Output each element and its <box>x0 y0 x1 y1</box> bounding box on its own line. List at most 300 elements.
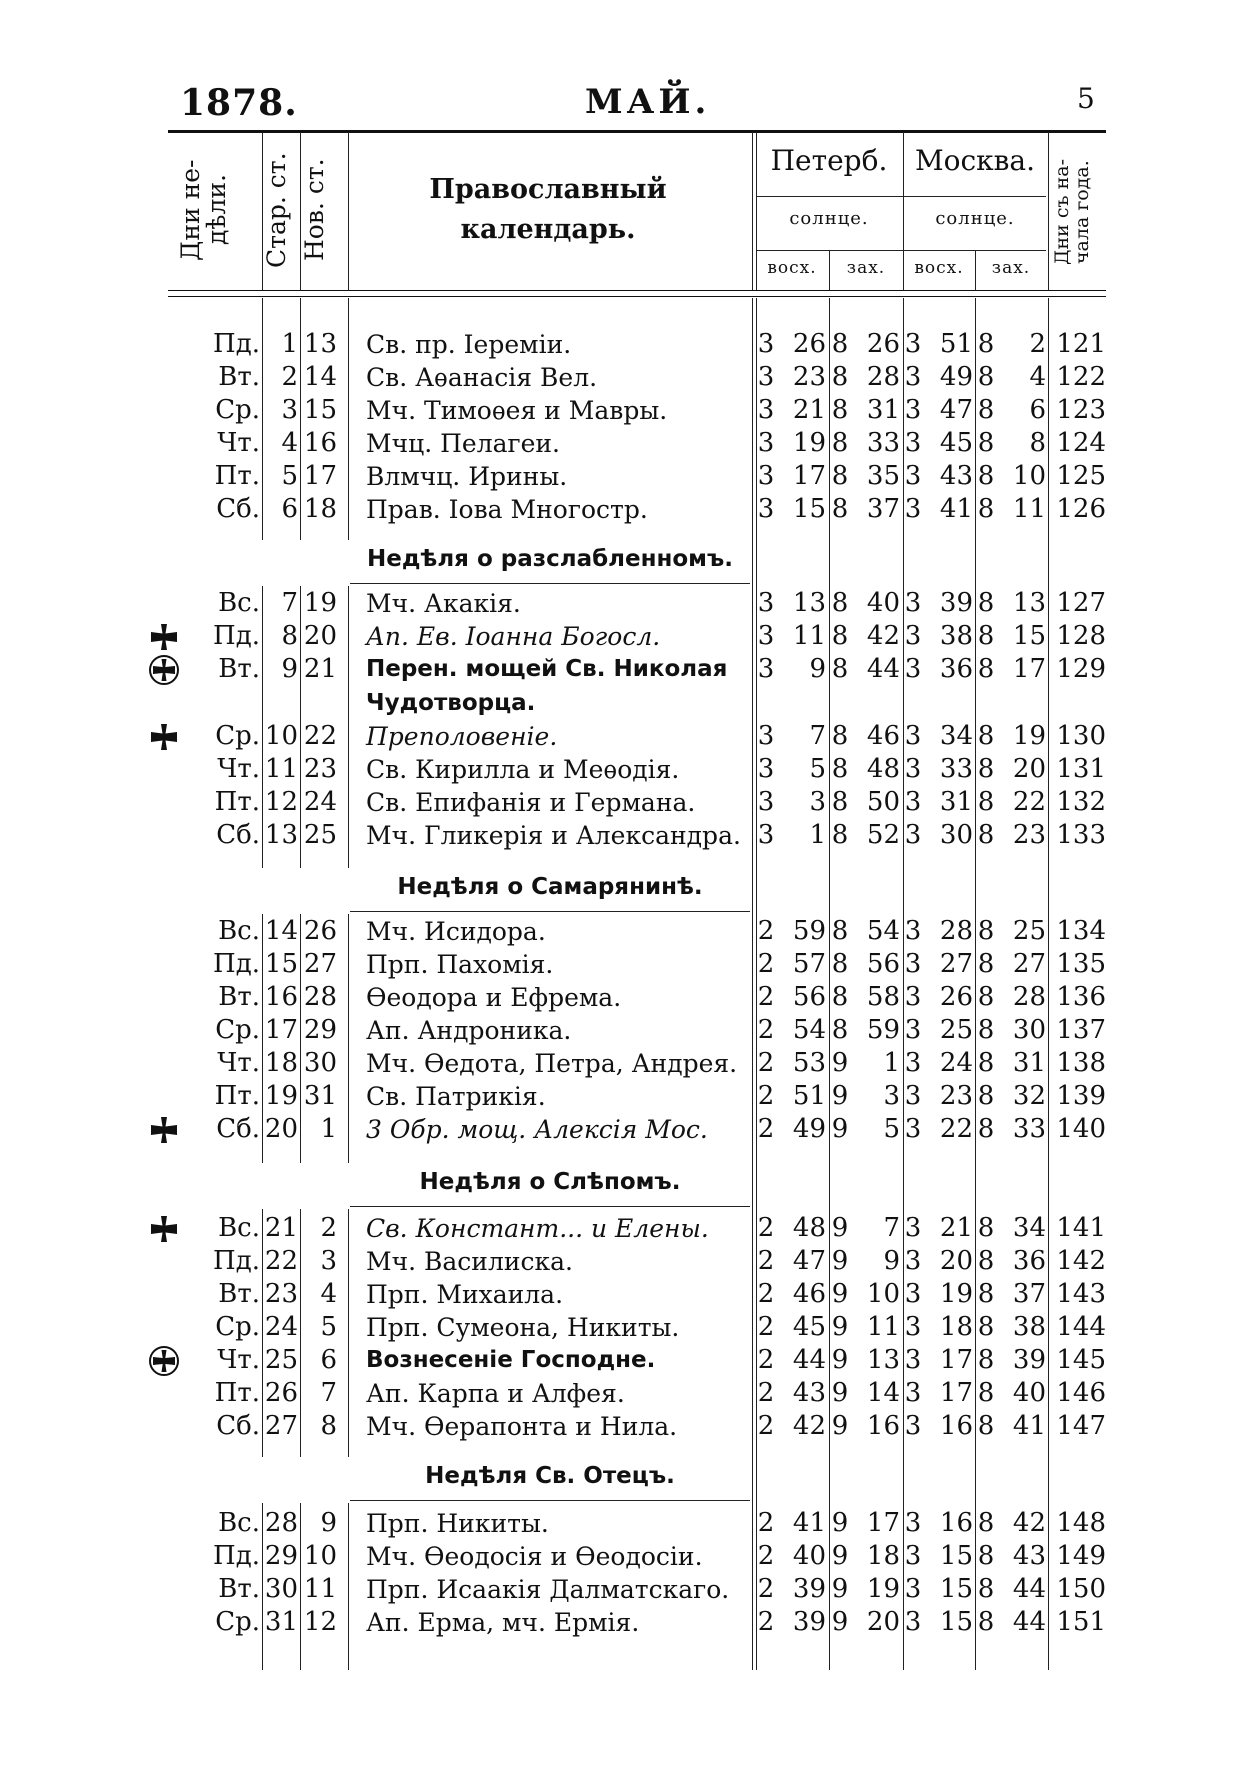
header-rule <box>168 296 1106 297</box>
weekday-cell: Вс. <box>218 1213 260 1243</box>
moscow-sunrise-hour: 3 <box>904 494 922 524</box>
moscow-sunrise-minute: 27 <box>939 949 973 979</box>
table-row <box>0 460 1259 493</box>
petersburg-sunrise-minute: 45 <box>792 1312 826 1342</box>
table-row <box>0 427 1259 460</box>
moscow-sunset-minute: 19 <box>1012 721 1046 751</box>
moscow-sunrise-hour: 3 <box>904 1213 922 1243</box>
petersburg-sunrise-hour: 3 <box>757 329 775 359</box>
petersburg-sunset-minute: 20 <box>866 1607 900 1637</box>
petersburg-sunset-minute: 9 <box>883 1246 900 1276</box>
column-line <box>348 132 349 290</box>
petersburg-sunrise-minute: 51 <box>792 1081 826 1111</box>
moscow-sunset-minute: 36 <box>1012 1246 1046 1276</box>
saint-name: Ѳеодора и Ефрема. <box>366 983 622 1012</box>
moscow-sunset-minute: 38 <box>1012 1312 1046 1342</box>
weekday-cell: Сб. <box>216 820 260 850</box>
petersburg-sunrise-minute: 47 <box>792 1246 826 1276</box>
col-new-style: Нов. ст. <box>300 158 329 262</box>
moscow-sunrise-minute: 33 <box>939 754 973 784</box>
petersburg-sunset-hour: 8 <box>831 820 849 850</box>
petersburg-sunrise-hour: 3 <box>757 494 775 524</box>
weekday-cell: Вт. <box>218 1279 260 1309</box>
old-style-date: 5 <box>281 461 298 491</box>
moscow-sunrise-hour: 3 <box>904 1607 922 1637</box>
column-line <box>903 132 904 290</box>
moscow-sunrise-minute: 23 <box>939 1081 973 1111</box>
weekday-cell: Вс. <box>218 916 260 946</box>
petersburg-sunrise-minute: 41 <box>792 1508 826 1538</box>
petersburg-sunset-hour: 9 <box>831 1081 849 1111</box>
petersburg-sunrise-minute: 46 <box>792 1279 826 1309</box>
petersburg-sunset-hour: 9 <box>831 1508 849 1538</box>
petersburg-sunset-hour: 8 <box>831 461 849 491</box>
col-petersburg: Петерб. <box>770 144 888 177</box>
header-rule <box>168 290 1106 291</box>
moscow-sunset-minute: 39 <box>1012 1345 1046 1375</box>
weekday-cell: Пд. <box>213 949 260 979</box>
weekday-cell: Пт. <box>214 1378 260 1408</box>
moscow-sunrise-minute: 28 <box>939 916 973 946</box>
petersburg-sunrise-hour: 2 <box>757 1279 775 1309</box>
moscow-sunset-minute: 11 <box>1012 494 1046 524</box>
new-style-date: 13 <box>303 329 337 359</box>
petersburg-sunrise-minute: 39 <box>792 1607 826 1637</box>
moscow-sunset-minute: 4 <box>1029 362 1046 392</box>
saint-name: Прп. Никиты. <box>366 1509 549 1538</box>
moscow-sunrise-minute: 41 <box>939 494 973 524</box>
moscow-sunrise-minute: 17 <box>939 1378 973 1408</box>
old-style-date: 16 <box>264 982 298 1012</box>
weekday-cell: Пт. <box>214 1081 260 1111</box>
moscow-sunset-minute: 34 <box>1012 1213 1046 1243</box>
cross-icon <box>148 721 180 753</box>
petersburg-sunset-hour: 8 <box>831 329 849 359</box>
day-of-year: 134 <box>1056 916 1106 946</box>
moscow-sunset-minute: 33 <box>1012 1114 1046 1144</box>
old-style-date: 7 <box>281 588 298 618</box>
new-style-date: 8 <box>320 1411 337 1441</box>
petersburg-sunset-minute: 26 <box>866 329 900 359</box>
weekday-cell: Ср. <box>215 1312 260 1342</box>
saint-name: Св. пр. Іереміи. <box>366 330 572 359</box>
weekday-cell: Чт. <box>217 1048 260 1078</box>
petersburg-sunrise-hour: 3 <box>757 721 775 751</box>
moscow-sunset-hour: 8 <box>977 1508 995 1538</box>
new-style-date: 24 <box>303 787 337 817</box>
petersburg-sunset-minute: 52 <box>866 820 900 850</box>
petersburg-sunrise-hour: 3 <box>757 362 775 392</box>
moscow-sunrise-minute: 15 <box>939 1607 973 1637</box>
moscow-sunrise-minute: 34 <box>939 721 973 751</box>
cross-icon <box>148 621 180 653</box>
saint-name: Преполовеніе. <box>366 722 558 751</box>
day-of-year: 132 <box>1056 787 1106 817</box>
saint-name: Вознесеніе Господне. <box>366 1347 656 1373</box>
moscow-sunset-minute: 43 <box>1012 1541 1046 1571</box>
new-style-date: 6 <box>320 1345 337 1375</box>
petersburg-sunrise-minute: 15 <box>792 494 826 524</box>
petersburg-sunrise-minute: 42 <box>792 1411 826 1441</box>
table-row <box>0 1507 1259 1540</box>
moscow-sunrise-minute: 21 <box>939 1213 973 1243</box>
new-style-date: 23 <box>303 754 337 784</box>
moscow-sunset-minute: 42 <box>1012 1508 1046 1538</box>
old-style-date: 9 <box>281 654 298 684</box>
day-of-year: 142 <box>1056 1246 1106 1276</box>
petersburg-sunrise-minute: 5 <box>809 754 826 784</box>
saint-name: Мчц. Пелагеи. <box>366 429 560 458</box>
day-of-year: 136 <box>1056 982 1106 1012</box>
col-moscow-sunset: зах. <box>991 258 1031 278</box>
moscow-sunset-hour: 8 <box>977 654 995 684</box>
moscow-sunset-hour: 8 <box>977 721 995 751</box>
column-line <box>1048 132 1049 290</box>
moscow-sunrise-hour: 3 <box>904 395 922 425</box>
moscow-sunrise-minute: 39 <box>939 588 973 618</box>
petersburg-sunset-minute: 59 <box>866 1015 900 1045</box>
saint-name: Мч. Василиска. <box>366 1247 573 1276</box>
circled-cross-icon <box>148 1345 180 1377</box>
petersburg-sunrise-minute: 1 <box>809 820 826 850</box>
moscow-sunrise-hour: 3 <box>904 428 922 458</box>
table-row <box>0 720 1259 753</box>
old-style-date: 24 <box>264 1312 298 1342</box>
petersburg-sunset-hour: 9 <box>831 1411 849 1441</box>
moscow-sunrise-hour: 3 <box>904 1345 922 1375</box>
saint-name: Ап. Андроника. <box>366 1016 572 1045</box>
moscow-sunrise-minute: 18 <box>939 1312 973 1342</box>
new-style-date: 14 <box>303 362 337 392</box>
moscow-sunrise-hour: 3 <box>904 1081 922 1111</box>
table-row <box>0 981 1259 1014</box>
saint-name: Ап. Карпа и Алфея. <box>366 1379 625 1408</box>
old-style-date: 8 <box>281 621 298 651</box>
moscow-sunrise-hour: 3 <box>904 949 922 979</box>
moscow-sunset-minute: 28 <box>1012 982 1046 1012</box>
table-row <box>0 587 1259 620</box>
moscow-sunset-minute: 44 <box>1012 1607 1046 1637</box>
petersburg-sunrise-hour: 2 <box>757 1081 775 1111</box>
moscow-sunset-hour: 8 <box>977 949 995 979</box>
weekday-cell: Ср. <box>215 1015 260 1045</box>
day-of-year: 145 <box>1056 1345 1106 1375</box>
petersburg-sunset-minute: 40 <box>866 588 900 618</box>
table-row <box>0 620 1259 653</box>
moscow-sunset-minute: 8 <box>1029 428 1046 458</box>
table-row <box>0 328 1259 361</box>
petersburg-sunrise-hour: 2 <box>757 1213 775 1243</box>
moscow-sunrise-minute: 20 <box>939 1246 973 1276</box>
petersburg-sunset-minute: 48 <box>866 754 900 784</box>
weekday-cell: Пд. <box>213 1541 260 1571</box>
moscow-sunrise-minute: 43 <box>939 461 973 491</box>
petersburg-sunrise-minute: 11 <box>792 621 826 651</box>
petersburg-sunrise-hour: 2 <box>757 1312 775 1342</box>
day-of-year: 150 <box>1056 1574 1106 1604</box>
moscow-sunset-minute: 15 <box>1012 621 1046 651</box>
column-line <box>300 132 301 290</box>
week-underline <box>350 911 750 912</box>
weekday-cell: Вт. <box>218 654 260 684</box>
old-style-date: 19 <box>264 1081 298 1111</box>
moscow-sunrise-minute: 16 <box>939 1411 973 1441</box>
old-style-date: 6 <box>281 494 298 524</box>
moscow-sunset-minute: 25 <box>1012 916 1046 946</box>
old-style-date: 23 <box>264 1279 298 1309</box>
petersburg-sunrise-hour: 2 <box>757 1378 775 1408</box>
day-of-year: 124 <box>1056 428 1106 458</box>
table-row <box>0 1047 1259 1080</box>
moscow-sunrise-minute: 47 <box>939 395 973 425</box>
petersburg-sunset-minute: 31 <box>866 395 900 425</box>
old-style-date: 26 <box>264 1378 298 1408</box>
moscow-sunset-hour: 8 <box>977 820 995 850</box>
moscow-sunrise-minute: 49 <box>939 362 973 392</box>
week-gap <box>262 1163 358 1209</box>
moscow-sunrise-hour: 3 <box>904 787 922 817</box>
petersburg-sunset-hour: 9 <box>831 1574 849 1604</box>
table-row <box>0 1311 1259 1344</box>
weekday-cell: Вт. <box>218 362 260 392</box>
petersburg-sunrise-hour: 3 <box>757 621 775 651</box>
moscow-sunset-hour: 8 <box>977 461 995 491</box>
weekday-cell: Чт. <box>217 754 260 784</box>
petersburg-sunset-hour: 9 <box>831 1541 849 1571</box>
moscow-sunset-minute: 30 <box>1012 1015 1046 1045</box>
day-of-year: 149 <box>1056 1541 1106 1571</box>
moscow-sunset-hour: 8 <box>977 982 995 1012</box>
old-style-date: 10 <box>264 721 298 751</box>
saint-name: Прп. Пахомія. <box>366 950 554 979</box>
petersburg-sunset-hour: 8 <box>831 494 849 524</box>
petersburg-sunset-hour: 8 <box>831 395 849 425</box>
week-underline <box>350 583 750 584</box>
col-day-of-year: Дни съ на- чала года. <box>1051 159 1093 265</box>
old-style-date: 3 <box>281 395 298 425</box>
moscow-sunrise-hour: 3 <box>904 1378 922 1408</box>
petersburg-sunset-minute: 13 <box>866 1345 900 1375</box>
moscow-sunset-hour: 8 <box>977 1048 995 1078</box>
new-style-date: 10 <box>303 1541 337 1571</box>
new-style-date: 12 <box>303 1607 337 1637</box>
moscow-sunrise-hour: 3 <box>904 1279 922 1309</box>
col-weekday: Дни не- дѣли. <box>176 159 231 261</box>
new-style-date: 15 <box>303 395 337 425</box>
day-of-year: 133 <box>1056 820 1106 850</box>
table-row <box>0 1410 1259 1443</box>
new-style-date: 26 <box>303 916 337 946</box>
petersburg-sunrise-minute: 23 <box>792 362 826 392</box>
table-row <box>0 361 1259 394</box>
petersburg-sunset-hour: 8 <box>831 787 849 817</box>
moscow-sunset-minute: 27 <box>1012 949 1046 979</box>
moscow-sunset-hour: 8 <box>977 588 995 618</box>
petersburg-sunset-hour: 9 <box>831 1378 849 1408</box>
petersburg-sunrise-hour: 2 <box>757 1508 775 1538</box>
day-of-year: 125 <box>1056 461 1106 491</box>
cross-icon <box>148 1114 180 1146</box>
moscow-sunset-hour: 8 <box>977 916 995 946</box>
moscow-sunrise-hour: 3 <box>904 1114 922 1144</box>
moscow-sunset-minute: 40 <box>1012 1378 1046 1408</box>
saint-name: Ап. Ерма, мч. Ермія. <box>366 1608 640 1637</box>
day-of-year: 139 <box>1056 1081 1106 1111</box>
table-row <box>0 915 1259 948</box>
old-style-date: 20 <box>264 1114 298 1144</box>
new-style-date: 20 <box>303 621 337 651</box>
day-of-year: 123 <box>1056 395 1106 425</box>
moscow-sunset-hour: 8 <box>977 395 995 425</box>
column-line <box>752 132 753 290</box>
week-title: Недѣля о Слѣпомъ. <box>419 1169 681 1195</box>
table-row <box>0 819 1259 852</box>
old-style-date: 2 <box>281 362 298 392</box>
saint-name: Мч. Акакія. <box>366 589 521 618</box>
moscow-sunset-minute: 6 <box>1029 395 1046 425</box>
petersburg-sunrise-hour: 2 <box>757 1607 775 1637</box>
moscow-sunset-minute: 13 <box>1012 588 1046 618</box>
table-row <box>0 653 1259 686</box>
old-style-date: 31 <box>264 1607 298 1637</box>
moscow-sunrise-minute: 36 <box>939 654 973 684</box>
moscow-sunrise-minute: 38 <box>939 621 973 651</box>
week-gap <box>262 1457 358 1503</box>
day-of-year: 141 <box>1056 1213 1106 1243</box>
old-style-date: 22 <box>264 1246 298 1276</box>
saint-name: Мч. Тимоѳея и Мавры. <box>366 396 668 425</box>
petersburg-sunrise-minute: 17 <box>792 461 826 491</box>
moscow-sunrise-hour: 3 <box>904 654 922 684</box>
moscow-sunrise-hour: 3 <box>904 362 922 392</box>
day-of-year: 122 <box>1056 362 1106 392</box>
moscow-sunset-minute: 20 <box>1012 754 1046 784</box>
saint-name: Прп. Исаакія Далматскаго. <box>366 1575 730 1604</box>
table-row <box>0 1014 1259 1047</box>
new-style-date: 9 <box>320 1508 337 1538</box>
saint-name: Св. Кирилла и Меѳодія. <box>366 755 680 784</box>
weekday-cell: Ср. <box>215 721 260 751</box>
petersburg-sunset-minute: 56 <box>866 949 900 979</box>
day-of-year: 148 <box>1056 1508 1106 1538</box>
page-month: МАЙ. <box>585 82 711 122</box>
saint-name: Прп. Сумеона, Никиты. <box>366 1313 680 1342</box>
old-style-date: 1 <box>281 329 298 359</box>
old-style-date: 12 <box>264 787 298 817</box>
new-style-date: 18 <box>303 494 337 524</box>
new-style-date: 11 <box>303 1574 337 1604</box>
circled-cross-icon <box>148 654 180 686</box>
new-style-date: 7 <box>320 1378 337 1408</box>
petersburg-sunrise-minute: 7 <box>809 721 826 751</box>
new-style-date: 31 <box>303 1081 337 1111</box>
old-style-date: 21 <box>264 1213 298 1243</box>
table-row <box>0 1080 1259 1113</box>
day-of-year: 146 <box>1056 1378 1106 1408</box>
moscow-sunset-hour: 8 <box>977 494 995 524</box>
moscow-sunset-minute: 37 <box>1012 1279 1046 1309</box>
moscow-sunset-hour: 8 <box>977 1607 995 1637</box>
day-of-year: 151 <box>1056 1607 1106 1637</box>
moscow-sunrise-hour: 3 <box>904 820 922 850</box>
petersburg-sunset-hour: 8 <box>831 721 849 751</box>
col-old-style: Стар. ст. <box>262 152 291 268</box>
petersburg-sunrise-minute: 53 <box>792 1048 826 1078</box>
petersburg-sunset-minute: 35 <box>866 461 900 491</box>
petersburg-sunset-hour: 8 <box>831 949 849 979</box>
day-of-year: 128 <box>1056 621 1106 651</box>
new-style-date: 19 <box>303 588 337 618</box>
old-style-date: 30 <box>264 1574 298 1604</box>
moscow-sunset-hour: 8 <box>977 1015 995 1045</box>
moscow-sunrise-hour: 3 <box>904 1312 922 1342</box>
moscow-sunrise-hour: 3 <box>904 1508 922 1538</box>
petersburg-sunset-minute: 50 <box>866 787 900 817</box>
moscow-sunrise-hour: 3 <box>904 329 922 359</box>
saint-name: 3 Обр. мощ. Алексія Мос. <box>366 1115 708 1144</box>
new-style-date: 28 <box>303 982 337 1012</box>
table-row <box>0 1540 1259 1573</box>
saint-name: Перен. мощей Св. Николая <box>366 656 728 682</box>
moscow-sunset-hour: 8 <box>977 787 995 817</box>
petersburg-sunrise-minute: 13 <box>792 588 826 618</box>
weekday-cell: Вс. <box>218 588 260 618</box>
petersburg-sunrise-minute: 19 <box>792 428 826 458</box>
day-of-year: 130 <box>1056 721 1106 751</box>
petersburg-sunrise-minute: 26 <box>792 329 826 359</box>
column-line <box>756 132 757 290</box>
moscow-sunset-hour: 8 <box>977 1114 995 1144</box>
saint-name: Св. Аѳанасія Вел. <box>366 363 598 392</box>
column-line <box>829 250 830 290</box>
moscow-sunset-hour: 8 <box>977 362 995 392</box>
petersburg-sunrise-hour: 3 <box>757 461 775 491</box>
col-moscow: Москва. <box>914 144 1036 177</box>
weekday-cell: Вт. <box>218 1574 260 1604</box>
petersburg-sunset-minute: 18 <box>866 1541 900 1571</box>
col-petersburg-sun: солнце. <box>789 208 869 229</box>
table-row <box>0 753 1259 786</box>
petersburg-sunset-hour: 9 <box>831 1213 849 1243</box>
weekday-cell: Чт. <box>217 428 260 458</box>
moscow-sunset-minute: 32 <box>1012 1081 1046 1111</box>
weekday-cell: Сб. <box>216 494 260 524</box>
petersburg-sunset-hour: 8 <box>831 588 849 618</box>
column-line <box>975 250 976 290</box>
moscow-sunrise-minute: 25 <box>939 1015 973 1045</box>
new-style-date: 2 <box>320 1213 337 1243</box>
old-style-date: 25 <box>264 1345 298 1375</box>
weekday-cell: Пд. <box>213 1246 260 1276</box>
table-row <box>0 1573 1259 1606</box>
petersburg-sunset-hour: 8 <box>831 1015 849 1045</box>
petersburg-sunrise-hour: 2 <box>757 1411 775 1441</box>
col-moscow-sun: солнце. <box>935 208 1015 229</box>
new-style-date: 1 <box>320 1114 337 1144</box>
moscow-sunrise-minute: 17 <box>939 1345 973 1375</box>
petersburg-sunset-hour: 8 <box>831 621 849 651</box>
petersburg-sunrise-hour: 2 <box>757 1541 775 1571</box>
petersburg-sunset-minute: 10 <box>866 1279 900 1309</box>
moscow-sunrise-hour: 3 <box>904 1015 922 1045</box>
petersburg-sunset-hour: 8 <box>831 654 849 684</box>
old-style-date: 13 <box>264 820 298 850</box>
petersburg-sunrise-minute: 40 <box>792 1541 826 1571</box>
new-style-date: 30 <box>303 1048 337 1078</box>
petersburg-sunrise-minute: 48 <box>792 1213 826 1243</box>
moscow-sunrise-hour: 3 <box>904 982 922 1012</box>
moscow-sunrise-hour: 3 <box>904 721 922 751</box>
